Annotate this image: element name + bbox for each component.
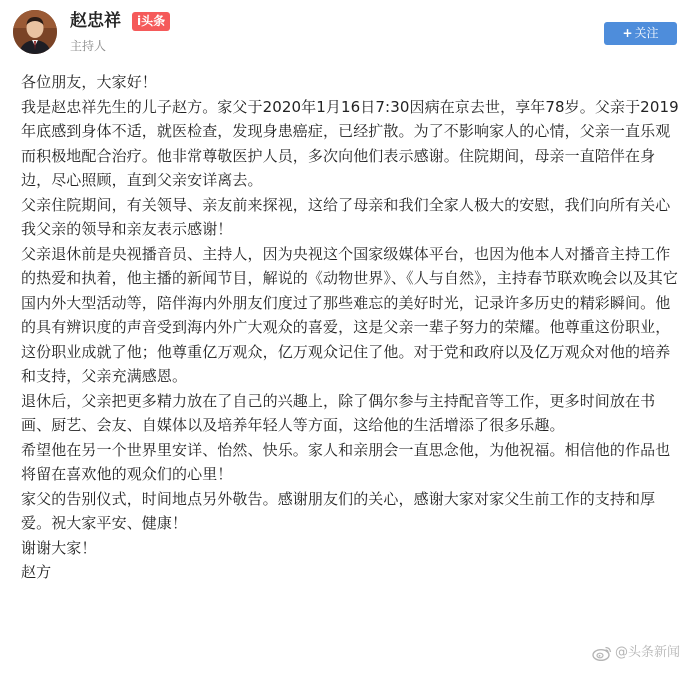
watermark	[592, 642, 680, 664]
weibo-icon	[592, 645, 612, 661]
paragraph-announcement: 我是赵忠祥先生的儿子赵方。家父于2020年1月16日7:30因病在京去世，享年78岁。父亲于2019年底感到身体不适，就医检查，发现身患癌症，已经扩散。为了不影响家人的心情，父亲一直乐观而积极地配合治疗。他非常尊敬医护人员，多次向他们表示感谢。住院期间，母亲一直陪伴在身边，尽心照顾，直到父亲安详离去。	[21, 97, 679, 189]
paragraph-career: 父亲退休前是央视播音员、主持人，因为央视这个国家级媒体平台，也因为他本人对播音主持工作的热爱和执着，他主播的新闻节目，解说的《动物世界》、《人与自然》，主持春节联欢晚会以及其它国内外大型活动等，陪伴海内外朋友们度过了那些难忘的美好时光，记录许多历史的精彩瞬间。他的具有辨识度的声音受到海内外广大观众的喜爱，这是父亲一辈子努力的荣耀。他尊重这份职业，这份职业成就了他；他尊重亿万观众，亿万观众记住了他。对于党和政府以及亿万观众对他的培养和支持，父亲充满感恩。	[21, 244, 679, 385]
source-badge: i头条	[132, 12, 170, 31]
paragraph-wishes: 希望他在另一个世界里安详、怡然、快乐。家人和亲朋会一直思念他，为他祝福。相信他的作品也将留在喜欢他的观众们的心里！	[21, 440, 671, 483]
author-name[interactable]: 赵忠祥	[70, 11, 121, 31]
avatar[interactable]	[13, 10, 57, 54]
paragraph-retirement: 退休后，父亲把更多精力放在了自己的兴趣上，除了偶尔参与主持配音等工作，更多时间放在书画、厨艺、会友、自媒体以及培养年轻人等方面，这给他的生活增添了很多乐趣。	[21, 391, 656, 434]
paragraph-funeral-notice: 家父的告别仪式，时间地点另外敬告。感谢朋友们的关心，感谢大家对家父生前工作的支持和厚爱。祝大家平安、健康！	[21, 489, 656, 532]
paragraph-closing: 谢谢大家！	[21, 538, 97, 557]
author-role: 主持人	[70, 39, 107, 53]
paragraph-signature: 赵方	[21, 563, 52, 581]
avatar-portrait-icon	[13, 10, 57, 54]
paragraph-greeting: 各位朋友，大家好！	[21, 73, 157, 91]
follow-button[interactable]	[604, 22, 677, 45]
watermark-text: @头条新闻	[615, 645, 681, 660]
follow-label: 关注	[634, 26, 659, 40]
plus-icon: +	[622, 26, 633, 40]
post-header	[0, 0, 699, 62]
paragraph-thanks-visitors: 父亲住院期间，有关领导、亲友前来探视，这给了母亲和我们全家人极大的安慰，我们向所有关心我父亲的领导和亲友表示感谢！	[21, 195, 671, 238]
post-body	[21, 70, 681, 585]
